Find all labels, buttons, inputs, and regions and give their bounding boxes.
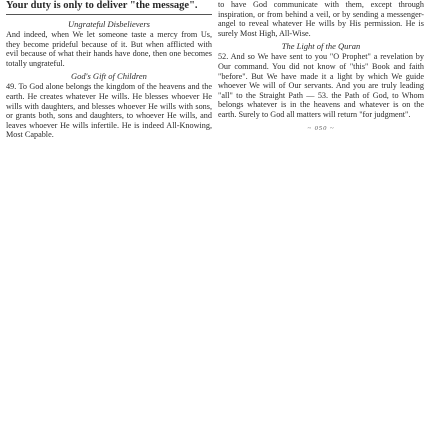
- left-column: [6, 0, 212, 430]
- right-continued-text: to have God communicate with them, except through inspiration, or from behind a veil, or by sending a messenger-angel to reveal whatever He wills by His permission. He is surely Most High, All-Wise.: [218, 0, 424, 38]
- right-column: [218, 0, 424, 430]
- section-title-ungrateful-disbelievers: Ungrateful Disbelievers: [68, 19, 150, 29]
- section-body-gift-of-children: 49. To God alone belongs the kingdom of the heavens and the earth. He creates whatever He wills. He blesses whoever He wills with daughters, and blesses whoever He wills with sons, or grants both, sons and daughters, to whoever He wills, and leaves whoever He wills infertile. He is indeed All-Knowing, Most Capable.: [6, 82, 212, 140]
- section-title-gift-of-children: God's Gift of Children: [71, 71, 147, 82]
- section-body-ungrateful-disbelievers: And indeed, when We let someone taste a mercy from Us, they become prideful because of it. But when afflicted with evil because of what their hands have done, then one becomes totally ungrateful.: [6, 30, 212, 68]
- section-body-light-of-quran: 52. And so We have sent to you "O Prophet" a revelation by Our command. You did not know of "this" Book and faith "before". But We have made it a light by which We guide whoever We will of Our servants. And you are truly leading "all" to the Straight Path — 53. the Path of God, to Whom belongs whatever is in the heavens and whatever is on the earth. Surely to God all matters will return "for judgment".: [218, 52, 424, 119]
- left-running-text: Your duty is only to deliver "the message".: [6, 0, 212, 15]
- section-title-light-of-quran: The Light of the Quran: [281, 41, 361, 52]
- page-number-mark: ~ 050 ~: [307, 124, 335, 132]
